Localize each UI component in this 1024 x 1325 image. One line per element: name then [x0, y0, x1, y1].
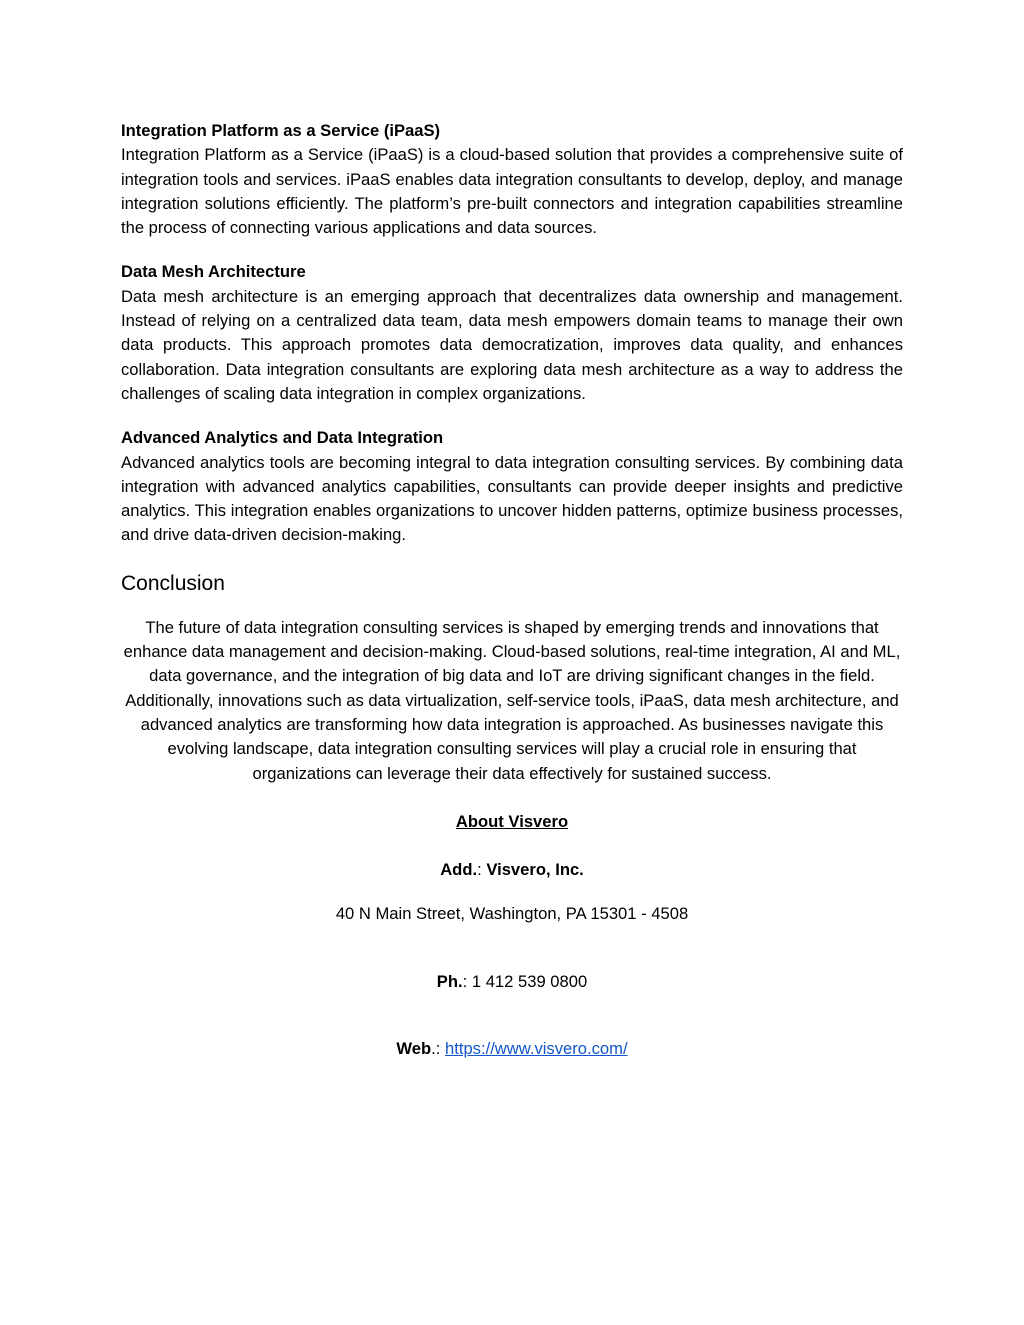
section-advanced-analytics — [121, 426, 903, 547]
street-address: 40 N Main Street, Washington, PA 15301 - 4508 — [335, 904, 689, 924]
phone-line — [121, 970, 903, 994]
company-name: Visvero, Inc. — [486, 860, 584, 880]
section-title: Integration Platform as a Service (iPaaS) — [121, 121, 441, 140]
about-title: About Visvero — [455, 811, 569, 831]
conclusion-heading: Conclusion — [121, 571, 225, 595]
about-section — [121, 810, 903, 834]
section-body: Integration Platform as a Service (iPaaS) is a cloud-based solution that provides a comprehensive suite of integration tools and services. iPaaS enables data integration consultants to develop, deploy, and manage integration solutions efficiently. The platform’s pre-built connectors and integration capabilities streamline the process of connecting various applications and data sources. — [121, 145, 903, 238]
section-body: Data mesh architecture is an emerging approach that decentralizes data ownership and management. Instead of relying on a centralized data team, data mesh empowers domain teams to manage their own data products. This approach promotes data democratization, improves data quality, and enhances collaboration. Data integration consultants are exploring data mesh architecture as a way to address the challenges of scaling data integration in complex organizations. — [121, 286, 903, 403]
phone-number: 1 412 539 0800 — [471, 971, 588, 991]
conclusion-body: The future of data integration consulting services is shaped by emerging trends and innovations that enhance data management and decision-making. Cloud-based solutions, real-time integration, AI and ML, data governance, and the integration of big data and IoT are driving significant changes in the field. Additionally, innovations such as data virtualization, self-service tools, iPaaS, data mesh architecture, and advanced analytics are transforming how data integration is approached. As businesses navigate this evolving landscape, data integration consulting services will play a crucial role in ensuring that organizations can leverage their data effectively for sustained success. — [123, 617, 901, 783]
website-link[interactable]: https://www.visvero.com/ — [445, 1039, 628, 1059]
section-title: Advanced Analytics and Data Integration — [121, 428, 444, 448]
section-data-mesh — [121, 260, 903, 406]
web-line — [121, 1037, 903, 1061]
section-ipaas — [121, 119, 903, 240]
section-title: Data Mesh Architecture — [121, 262, 306, 282]
phone-separator: : — [462, 971, 468, 991]
document-page — [121, 119, 903, 1061]
address-separator: : — [477, 860, 482, 880]
address-label: Add. — [440, 860, 478, 880]
section-body: Advanced analytics tools are becoming integral to data integration consulting services. By combining data integration with advanced analytics capabilities, consultants can provide deeper insights and predictive analytics. This integration enables organizations to uncover hidden patterns, optimize business processes, and drive data-driven decision-making. — [121, 452, 903, 545]
web-label: Web — [396, 1039, 432, 1059]
phone-label: Ph. — [436, 971, 463, 991]
address-line — [121, 858, 903, 882]
web-separator: .: — [431, 1039, 441, 1059]
